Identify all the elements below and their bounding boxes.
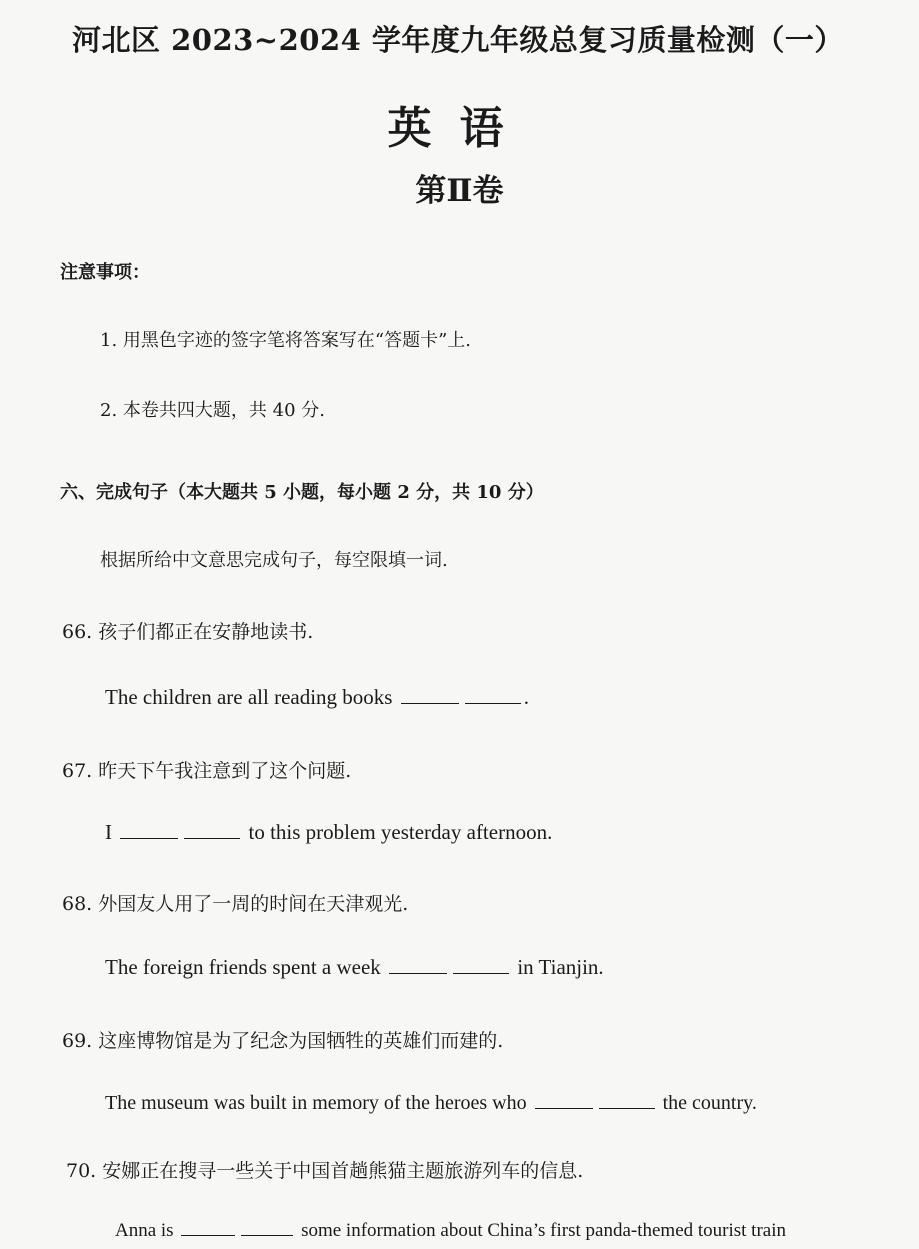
question-70-english <box>115 1220 786 1242</box>
notice-heading: 注意事项： <box>60 262 150 283</box>
sentence-start: The children are all reading books <box>105 685 393 709</box>
answer-blank[interactable] <box>453 959 509 974</box>
sentence-start: The foreign friends spent a week <box>105 955 381 979</box>
answer-blank[interactable] <box>184 824 240 839</box>
sentence-end: . <box>523 685 529 709</box>
question-70-chinese <box>66 1156 583 1183</box>
question-68-chinese <box>62 889 408 916</box>
question-chinese-text: 安娜正在搜寻一些关于中国首趟熊猫主题旅游列车的信息. <box>102 1160 584 1182</box>
answer-blank[interactable] <box>181 1221 235 1236</box>
notice-item: 2. 本卷共四大题，共 40 分. <box>100 400 325 421</box>
subject-title: 英语 <box>387 103 532 154</box>
answer-blank[interactable] <box>401 689 459 704</box>
section-heading: 六、完成句子（本大题共 5 小题，每小题 2 分，共 10 分） <box>60 482 544 503</box>
question-number: 66. <box>62 621 93 643</box>
sentence-start: Anna is <box>115 1220 174 1241</box>
question-67-english <box>105 820 552 845</box>
question-chinese-text: 外国友人用了一周的时间在天津观光. <box>98 893 409 915</box>
notice-item: 1. 用黑色字迹的签字笔将答案写在“答题卡”上. <box>100 330 472 351</box>
section-instruction: 根据所给中文意思完成句子，每空限填一词. <box>100 550 448 571</box>
question-number: 69. <box>62 1030 93 1052</box>
question-number: 68. <box>62 893 93 915</box>
answer-blank[interactable] <box>465 689 521 704</box>
answer-blank[interactable] <box>535 1094 593 1109</box>
exam-title: 河北区 2023~2024 学年度九年级总复习质量检测（一） <box>72 23 844 57</box>
question-68-english <box>105 955 604 980</box>
question-69-chinese <box>62 1026 503 1053</box>
answer-blank[interactable] <box>389 959 447 974</box>
sentence-end: the country. <box>662 1092 757 1114</box>
question-69-english <box>105 1092 757 1115</box>
question-66-english <box>105 685 529 710</box>
answer-blank[interactable] <box>599 1094 655 1109</box>
answer-blank[interactable] <box>120 824 178 839</box>
question-chinese-text: 孩子们都正在安静地读书. <box>98 621 314 643</box>
sentence-end: in Tianjin. <box>517 955 604 979</box>
question-chinese-text: 昨天下午我注意到了这个问题. <box>98 760 352 782</box>
question-number: 70. <box>66 1160 97 1182</box>
question-number: 67. <box>62 760 93 782</box>
question-67-chinese <box>62 756 351 783</box>
sentence-end: some information about China’s first panda-themed tourist train <box>301 1220 787 1241</box>
question-66-chinese <box>62 617 313 644</box>
question-chinese-text: 这座博物馆是为了纪念为国牺牲的英雄们而建的. <box>98 1030 504 1052</box>
volume-title: 第Ⅱ卷 <box>415 173 504 209</box>
answer-blank[interactable] <box>241 1221 293 1236</box>
sentence-start: The museum was built in memory of the heroes who <box>105 1092 527 1114</box>
sentence-start: I <box>105 820 112 844</box>
sentence-end: to this problem yesterday afternoon. <box>248 820 553 844</box>
